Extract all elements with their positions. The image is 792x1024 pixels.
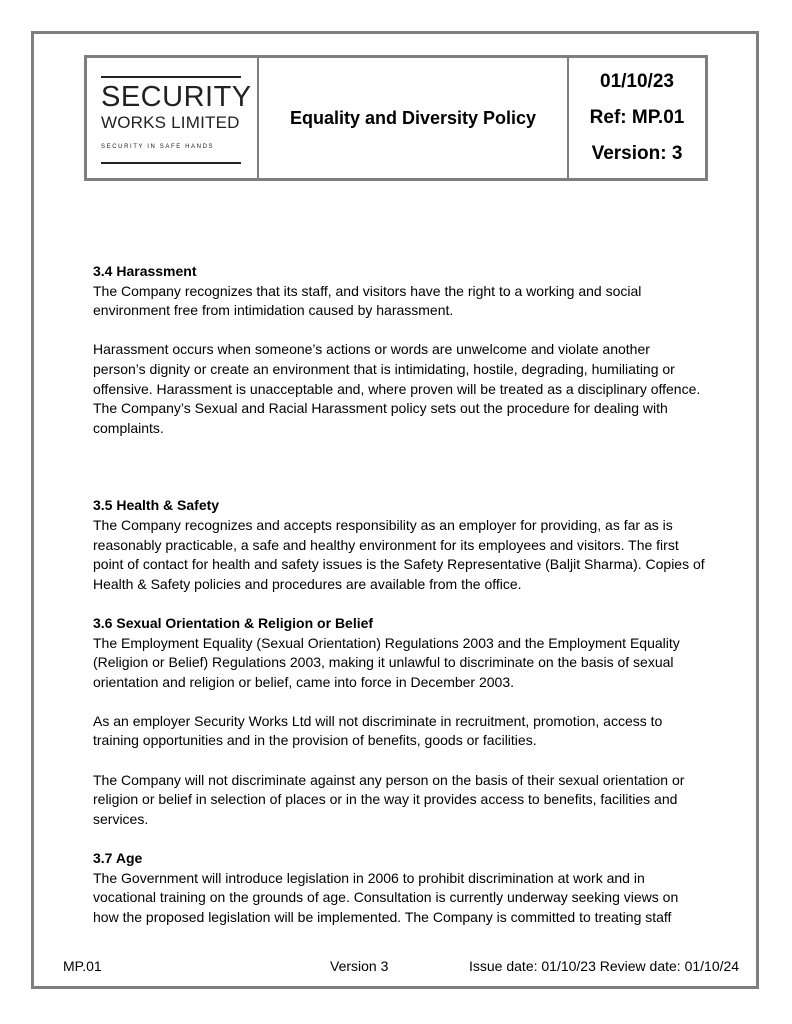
paragraph: The Government will introduce legislation in 2006 to prohibit discrimination at work and in vocational training on the grounds of age. Consultation is currently underway seeking views on how the proposed legislation will be implemented. The Company is committed to treating staff — [93, 869, 679, 925]
document-body — [93, 262, 705, 927]
logo-wordmark: SECURITY — [101, 81, 252, 113]
logo-rule-top — [101, 76, 241, 78]
paragraph: The Employment Equality (Sexual Orientation) Regulations 2003 and the Employment Equality (Religion or Belief) Regulations 2003, making it unlawful to discriminate on the basis of sexual orientation and religion or belief, came into force in December 2003. — [93, 634, 680, 690]
paragraph: As an employer Security Works Ltd will not discriminate in recruitment, promotion, access to training opportunities and in the provision of benefits, goods or facilities. — [93, 712, 663, 749]
paragraph: The Company recognizes that its staff, and visitors have the right to a working and social environment free from intimidation caused by harassment. — [93, 282, 642, 319]
paragraph: Harassment occurs when someone’s actions or words are unwelcome and violate another person’s dignity or create an environment that is intimidating, hostile, degrading, humiliating or offensive. Harassment is unacceptable and, where proven will be treated as a disciplinary offence. The Company’s Sexual and Racial Harassment policy sets out the procedure for dealing with complaints. — [93, 341, 701, 436]
footer-dates: Issue date: 01/10/23 Review date: 01/10/24 — [469, 958, 740, 974]
page-footer — [63, 958, 763, 976]
document-date: 01/10/23 — [600, 71, 674, 92]
footer-version: Version 3 — [330, 958, 389, 974]
title-cell — [259, 58, 569, 178]
document-header — [84, 55, 708, 181]
meta-cell — [569, 58, 705, 178]
paragraph: The Company recognizes and accepts responsibility as an employer for providing, as far as is reasonably practicable, a safe and healthy environment for its employees and visitors. The first point of contact for health and safety issues is the Safety Representative (Baljit Sharma). Copies of Health & Safety policies and procedures are available from the office. — [93, 516, 705, 592]
section-heading-orientation-religion: 3.6 Sexual Orientation & Religion or Belief — [93, 614, 374, 631]
document-title: Equality and Diversity Policy — [289, 107, 537, 128]
footer-ref: MP.01 — [63, 958, 102, 974]
document-ref: Ref: MP.01 — [589, 107, 685, 128]
logo-subtitle: WORKS LIMITED — [101, 113, 240, 132]
paragraph: The Company will not discriminate against any person on the basis of their sexual orientation or religion or belief in selection of places or in the way it provides access to benefits, facilities and services. — [93, 771, 685, 827]
section-heading-health-safety: 3.5 Health & Safety — [93, 497, 220, 514]
company-logo — [87, 58, 259, 178]
logo-tagline: SECURITY IN SAFE HANDS — [101, 144, 215, 150]
document-version: Version: 3 — [591, 143, 683, 164]
logo-rule-bottom — [101, 162, 241, 164]
section-heading-harassment: 3.4 Harassment — [93, 263, 197, 279]
section-heading-age: 3.7 Age — [93, 850, 143, 867]
